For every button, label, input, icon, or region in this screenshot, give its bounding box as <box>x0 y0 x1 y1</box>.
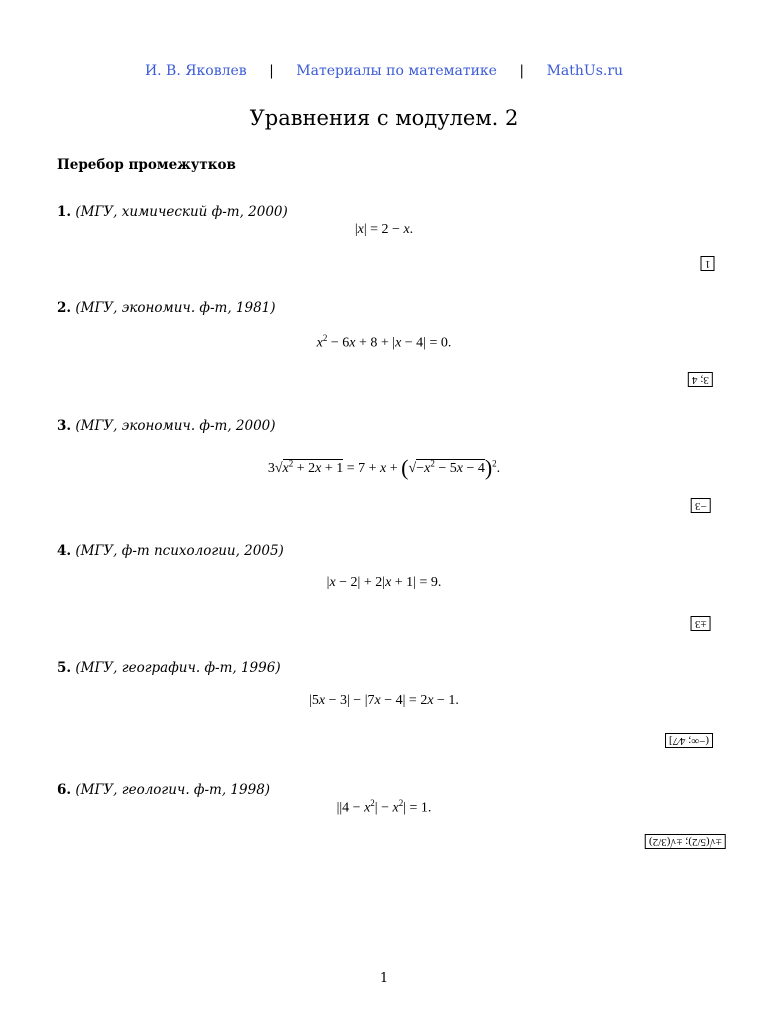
problem-number: 5. <box>57 660 72 676</box>
problem-source: (МГУ, ф-т психологии, 2005) <box>75 543 284 559</box>
problem-number: 1. <box>57 204 72 220</box>
problem-number: 4. <box>57 543 72 559</box>
page-header <box>0 63 768 79</box>
problem-2-equation: $x^2 - 6x + 8 + |x - 4| = 0$. <box>316 333 452 351</box>
section-heading: Перебор промежутков <box>57 157 236 173</box>
problem-3-heading <box>57 418 276 434</box>
problem-4-heading <box>57 543 284 559</box>
problem-2-heading <box>57 300 276 316</box>
problem-2-answer: 3; 4 <box>688 372 713 387</box>
problem-4-answer: ±3 <box>691 616 711 631</box>
problem-4-equation: |x − 2| + 2|x + 1| = 9. <box>326 575 442 590</box>
problem-5-equation: |5x − 3| − |7x − 4| = 2x − 1. <box>309 693 459 708</box>
problem-6-equation: $||4 - x^2| - x^2| = 1$. <box>336 798 432 816</box>
page-number: 1 <box>379 971 389 986</box>
problem-source: (МГУ, географич. ф-т, 1996) <box>75 660 281 676</box>
problem-source: (МГУ, экономич. ф-т, 2000) <box>75 418 276 434</box>
site-link[interactable]: MathUs.ru <box>546 63 624 79</box>
problem-6-answer: ±√(5/2); ±√(3/2) <box>645 834 726 849</box>
author-link[interactable]: И. В. Яковлев <box>144 63 247 79</box>
problem-1-equation: |x| = 2 − x. <box>354 222 414 237</box>
header-separator: | <box>519 63 525 79</box>
page-title: Уравнения с модулем. 2 <box>249 106 519 130</box>
problem-5-heading <box>57 660 281 676</box>
problem-number: 2. <box>57 300 72 316</box>
problem-6-heading <box>57 782 270 798</box>
problem-3-equation: $3√x^2 + 2x + 1 = 7 + x + (√-x^2 - 5x - 4)^2$. <box>267 455 501 480</box>
problem-3-answer: −3 <box>691 498 711 513</box>
problem-1-heading <box>57 204 288 220</box>
problem-1-answer: 1 <box>701 256 715 271</box>
problem-source: (МГУ, экономич. ф-т, 1981) <box>75 300 276 316</box>
materials-link[interactable]: Материалы по математике <box>296 63 497 79</box>
problem-source: (МГУ, геологич. ф-т, 1998) <box>75 782 271 798</box>
header-separator: | <box>269 63 274 79</box>
problem-source: (МГУ, химический ф-т, 2000) <box>75 204 288 220</box>
problem-number: 6. <box>57 782 72 798</box>
problem-number: 3. <box>57 418 72 434</box>
problem-5-answer: (−∞; 4⁄7] <box>665 733 713 748</box>
